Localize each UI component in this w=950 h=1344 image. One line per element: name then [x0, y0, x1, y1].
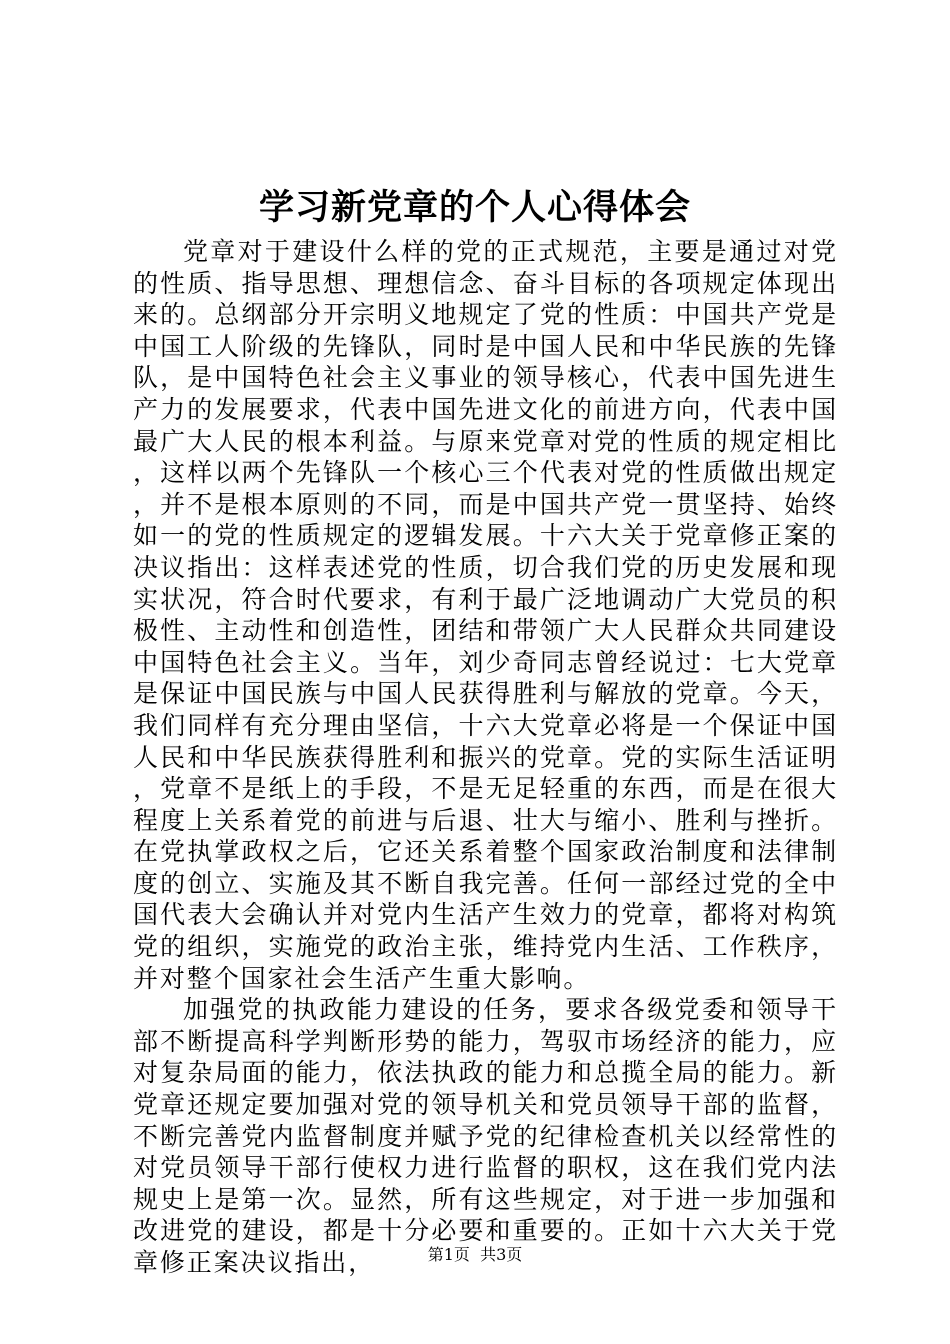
paragraph-2: 加强党的执政能力建设的任务，要求各级党委和领导干部不断提高科学判断形势的能力，驾驭市场经济的能力，应对复杂局面的能力，依法执政的能力和总揽全局的能力。新党章还规定要加强对党的领导机关和党员领导干部的监督，不断完善党内监督制度并赋予党的纪律检查机关以经常性的对党员领导干部行使权力进行监督的职权，这在我们党内法规史上是第一次。显然，所有这些规定，对于进一步加强和改进党的建设，都是十分必要和重要的。正如十六大关于党章修正案决议指出，: [133, 995, 838, 1277]
document-title: 学习新党章的个人心得体会: [258, 187, 691, 228]
page-footer: [0, 1245, 950, 1265]
paragraph-1: 党章对于建设什么样的党的正式规范，主要是通过对党的性质、指导思想、理想信念、奋斗目标的各项规定体现出来的。总纲部分开宗明义地规定了党的性质：中国共产党是中国工人阶级的先锋队，同时是中国人民和中华民族的先锋队，是中国特色社会主义事业的领导核心，代表中国先进生产力的发展要求，代表中国先进文化的前进方向，代表中国最广大人民的根本利益。与原来党章对党的性质的规定相比，这样以两个先锋队一个核心三个代表对党的性质做出规定，并不是根本原则的不同，而是中国共产党一贯坚持、始终如一的党的性质规定的逻辑发展。十六大关于党章修正案的决议指出：这样表述党的性质，切合我们党的历史发展和现实状况，符合时代要求，有利于最广泛地调动广大党员的积极性、主动性和创造性，团结和带领广大人民群众共同建设中国特色社会主义。当年，刘少奇同志曾经说过：七大党章是保证中国民族与中国人民获得胜利与解放的党章。今天，我们同样有充分理由坚信，十六大党章必将是一个保证中国人民和中华民族获得胜利和振兴的党章。党的实际生活证明，党章不是纸上的手段，不是无足轻重的东西，而是在很大程度上关系着党的前进与后退、壮大与缩小、胜利与挫折。在党执掌政权之后，它还关系着整个国家政治制度和法律制度的创立、实施及其不断自我完善。任何一部经过党的全中国代表大会确认并对党内生活产生效力的党章，都将对构筑党的组织，实施党的政治主张，维持党内生活、工作秩序，并对整个国家社会生活产生重大影响。: [133, 237, 838, 993]
document-body: [133, 236, 838, 1279]
page-number: 第1页 共3页: [427, 1245, 523, 1264]
